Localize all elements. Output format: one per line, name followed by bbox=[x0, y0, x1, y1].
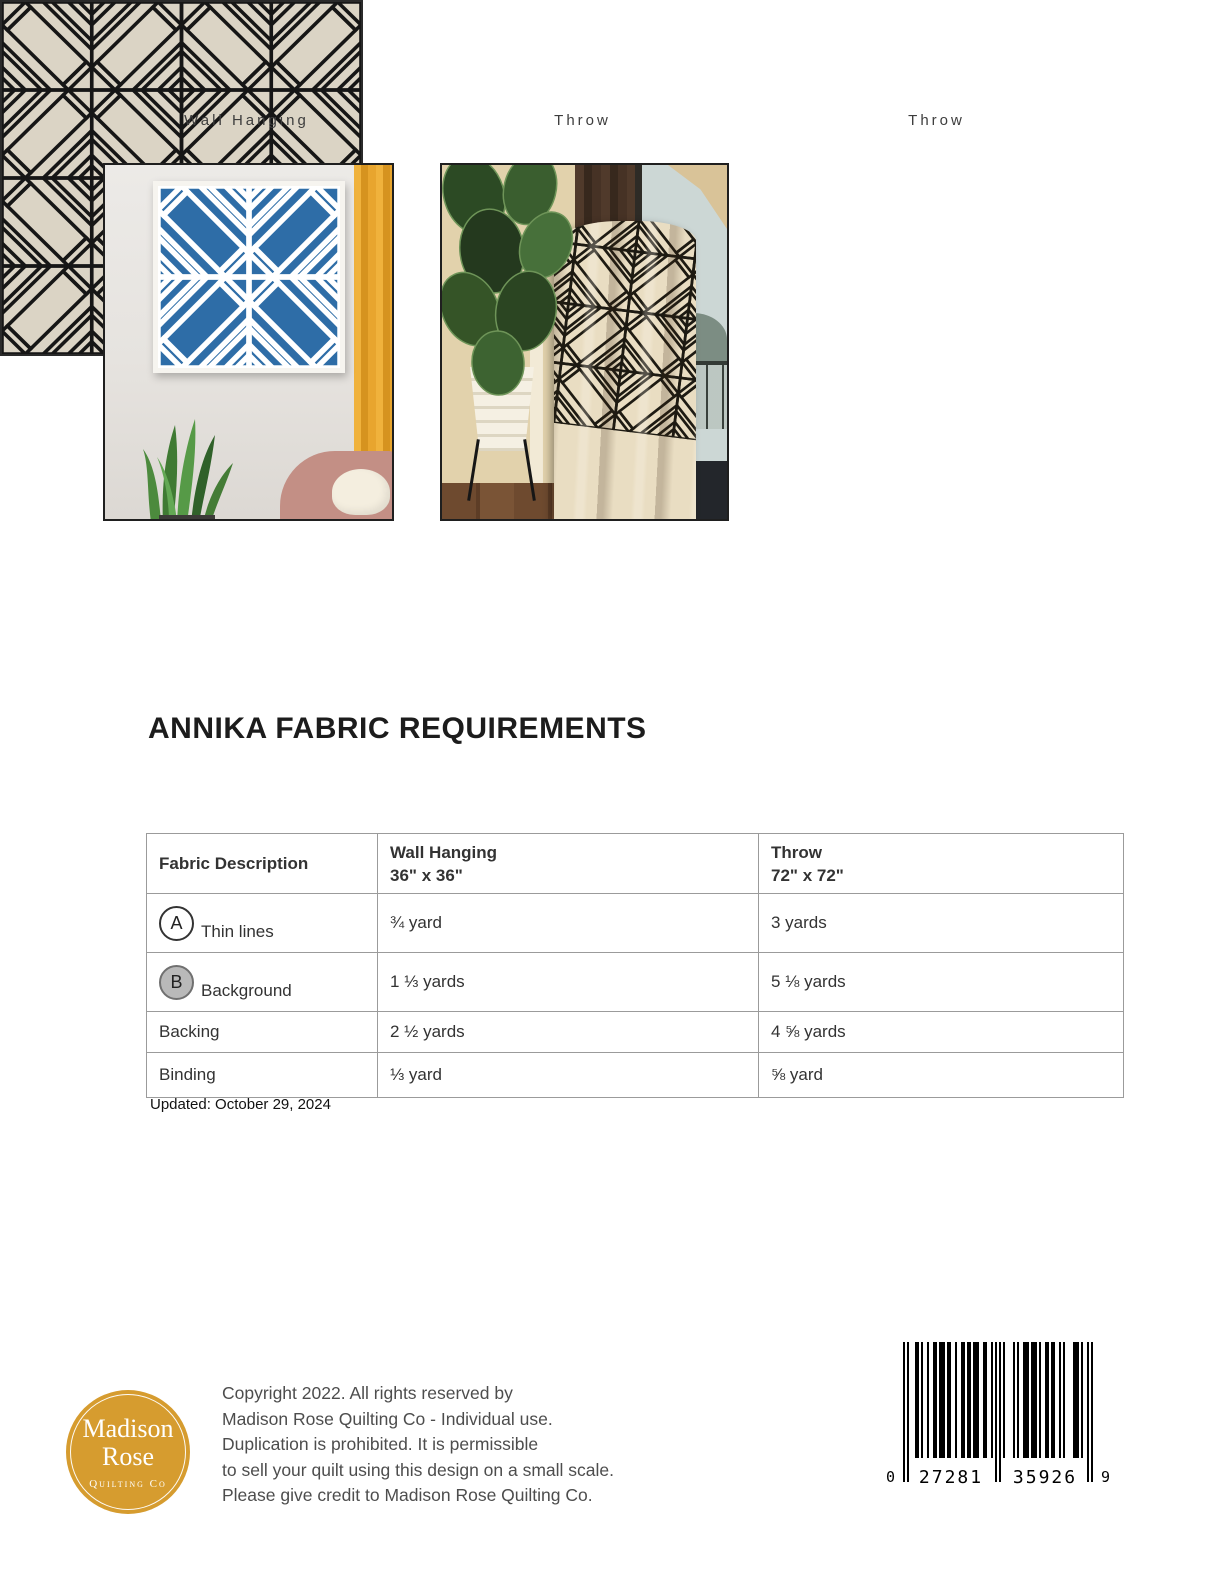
header-fabric-description bbox=[147, 834, 377, 893]
page-title: ANNIKA FABRIC REQUIREMENTS bbox=[148, 712, 647, 745]
fabric-requirements-table bbox=[146, 833, 1124, 1098]
cell-backing-throw bbox=[758, 1012, 1123, 1052]
yardage-value: 5 ⅛ yards bbox=[771, 972, 846, 991]
barcode-left-digit: 0 bbox=[886, 1468, 898, 1486]
header-col2-title: Wall Hanging bbox=[390, 842, 498, 862]
cell-backing bbox=[147, 1012, 377, 1052]
yardage-value: 2 ½ yards bbox=[390, 1022, 465, 1041]
upc-barcode bbox=[886, 1342, 1112, 1488]
logo-line-2: Rose bbox=[102, 1441, 154, 1471]
barcode-right-digit: 9 bbox=[1100, 1468, 1112, 1486]
updated-date: Updated: October 29, 2024 bbox=[150, 1096, 331, 1113]
wall-hanging-photo bbox=[103, 163, 394, 521]
fabric-badge-a: A bbox=[159, 906, 194, 941]
cell-binding-throw bbox=[758, 1053, 1123, 1097]
table-row-thin-lines bbox=[147, 893, 1123, 952]
row-label: Backing bbox=[159, 1022, 220, 1041]
copyright-line: Duplication is prohibited. It is permissible bbox=[222, 1434, 539, 1454]
header-col1-text: Fabric Description bbox=[159, 854, 309, 873]
fiddle-leaf-plant bbox=[440, 163, 602, 399]
cell-backing-wall bbox=[377, 1012, 758, 1052]
cell-binding-wall bbox=[377, 1053, 758, 1097]
logo-subtitle: Quilting Co bbox=[89, 1477, 167, 1490]
photo-label-throw-2: Throw bbox=[908, 112, 965, 129]
row-label: Thin lines bbox=[201, 922, 274, 941]
cell-thin-lines bbox=[147, 894, 377, 952]
header-wall-hanging bbox=[377, 834, 758, 893]
yardage-value: 3 yards bbox=[771, 913, 827, 932]
row-label: Background bbox=[201, 981, 292, 1000]
copyright-line: Madison Rose Quilting Co - Individual use. bbox=[222, 1408, 553, 1429]
draped-throw-photo bbox=[440, 163, 729, 521]
header-col2-size: 36" x 36" bbox=[390, 865, 463, 885]
cell-background bbox=[147, 953, 377, 1011]
white-pillow bbox=[332, 469, 390, 515]
yardage-value: 4 ⅝ yards bbox=[771, 1022, 846, 1041]
yardage-value: ¾ yard bbox=[390, 913, 442, 932]
table-row-background bbox=[147, 952, 1123, 1011]
blue-quilt-wall-hanging bbox=[153, 181, 345, 373]
barcode-group-2: 35926 bbox=[1006, 1467, 1084, 1488]
yardage-value: ⅓ yard bbox=[390, 1065, 442, 1084]
row-label: Binding bbox=[159, 1065, 216, 1084]
copyright-line: Copyright 2022. All rights reserved by bbox=[222, 1383, 513, 1403]
table-row-binding bbox=[147, 1052, 1123, 1097]
header-col3-size: 72" x 72" bbox=[771, 865, 844, 885]
header-col3-title: Throw bbox=[771, 842, 822, 862]
cell-thin-lines-throw bbox=[758, 894, 1123, 952]
yardage-value: ⅝ yard bbox=[771, 1065, 823, 1084]
cell-background-throw bbox=[758, 953, 1123, 1011]
snake-plant bbox=[133, 391, 243, 521]
photo-label-throw-1: Throw bbox=[554, 112, 611, 129]
table-row-backing bbox=[147, 1011, 1123, 1052]
cell-thin-lines-wall bbox=[377, 894, 758, 952]
logo-line-1: Madison bbox=[82, 1413, 174, 1443]
header-throw bbox=[758, 834, 1123, 893]
barcode-group-1: 27281 bbox=[912, 1467, 990, 1488]
table-header-row bbox=[147, 834, 1123, 893]
copyright-line: Please give credit to Madison Rose Quilting Co. bbox=[222, 1485, 593, 1505]
madison-rose-logo bbox=[66, 1390, 190, 1514]
fabric-badge-b: B bbox=[159, 965, 194, 1000]
copyright-line: to sell your quilt using this design on a small scale. bbox=[222, 1459, 615, 1480]
cell-background-wall bbox=[377, 953, 758, 1011]
barcode-numbers bbox=[886, 1462, 1112, 1488]
barcode-bars bbox=[903, 1342, 1093, 1482]
photo-label-wall-hanging: Wall Hanging bbox=[184, 112, 309, 129]
copyright-text bbox=[222, 1381, 614, 1509]
yardage-value: 1 ⅓ yards bbox=[390, 972, 465, 991]
cell-binding bbox=[147, 1053, 377, 1097]
